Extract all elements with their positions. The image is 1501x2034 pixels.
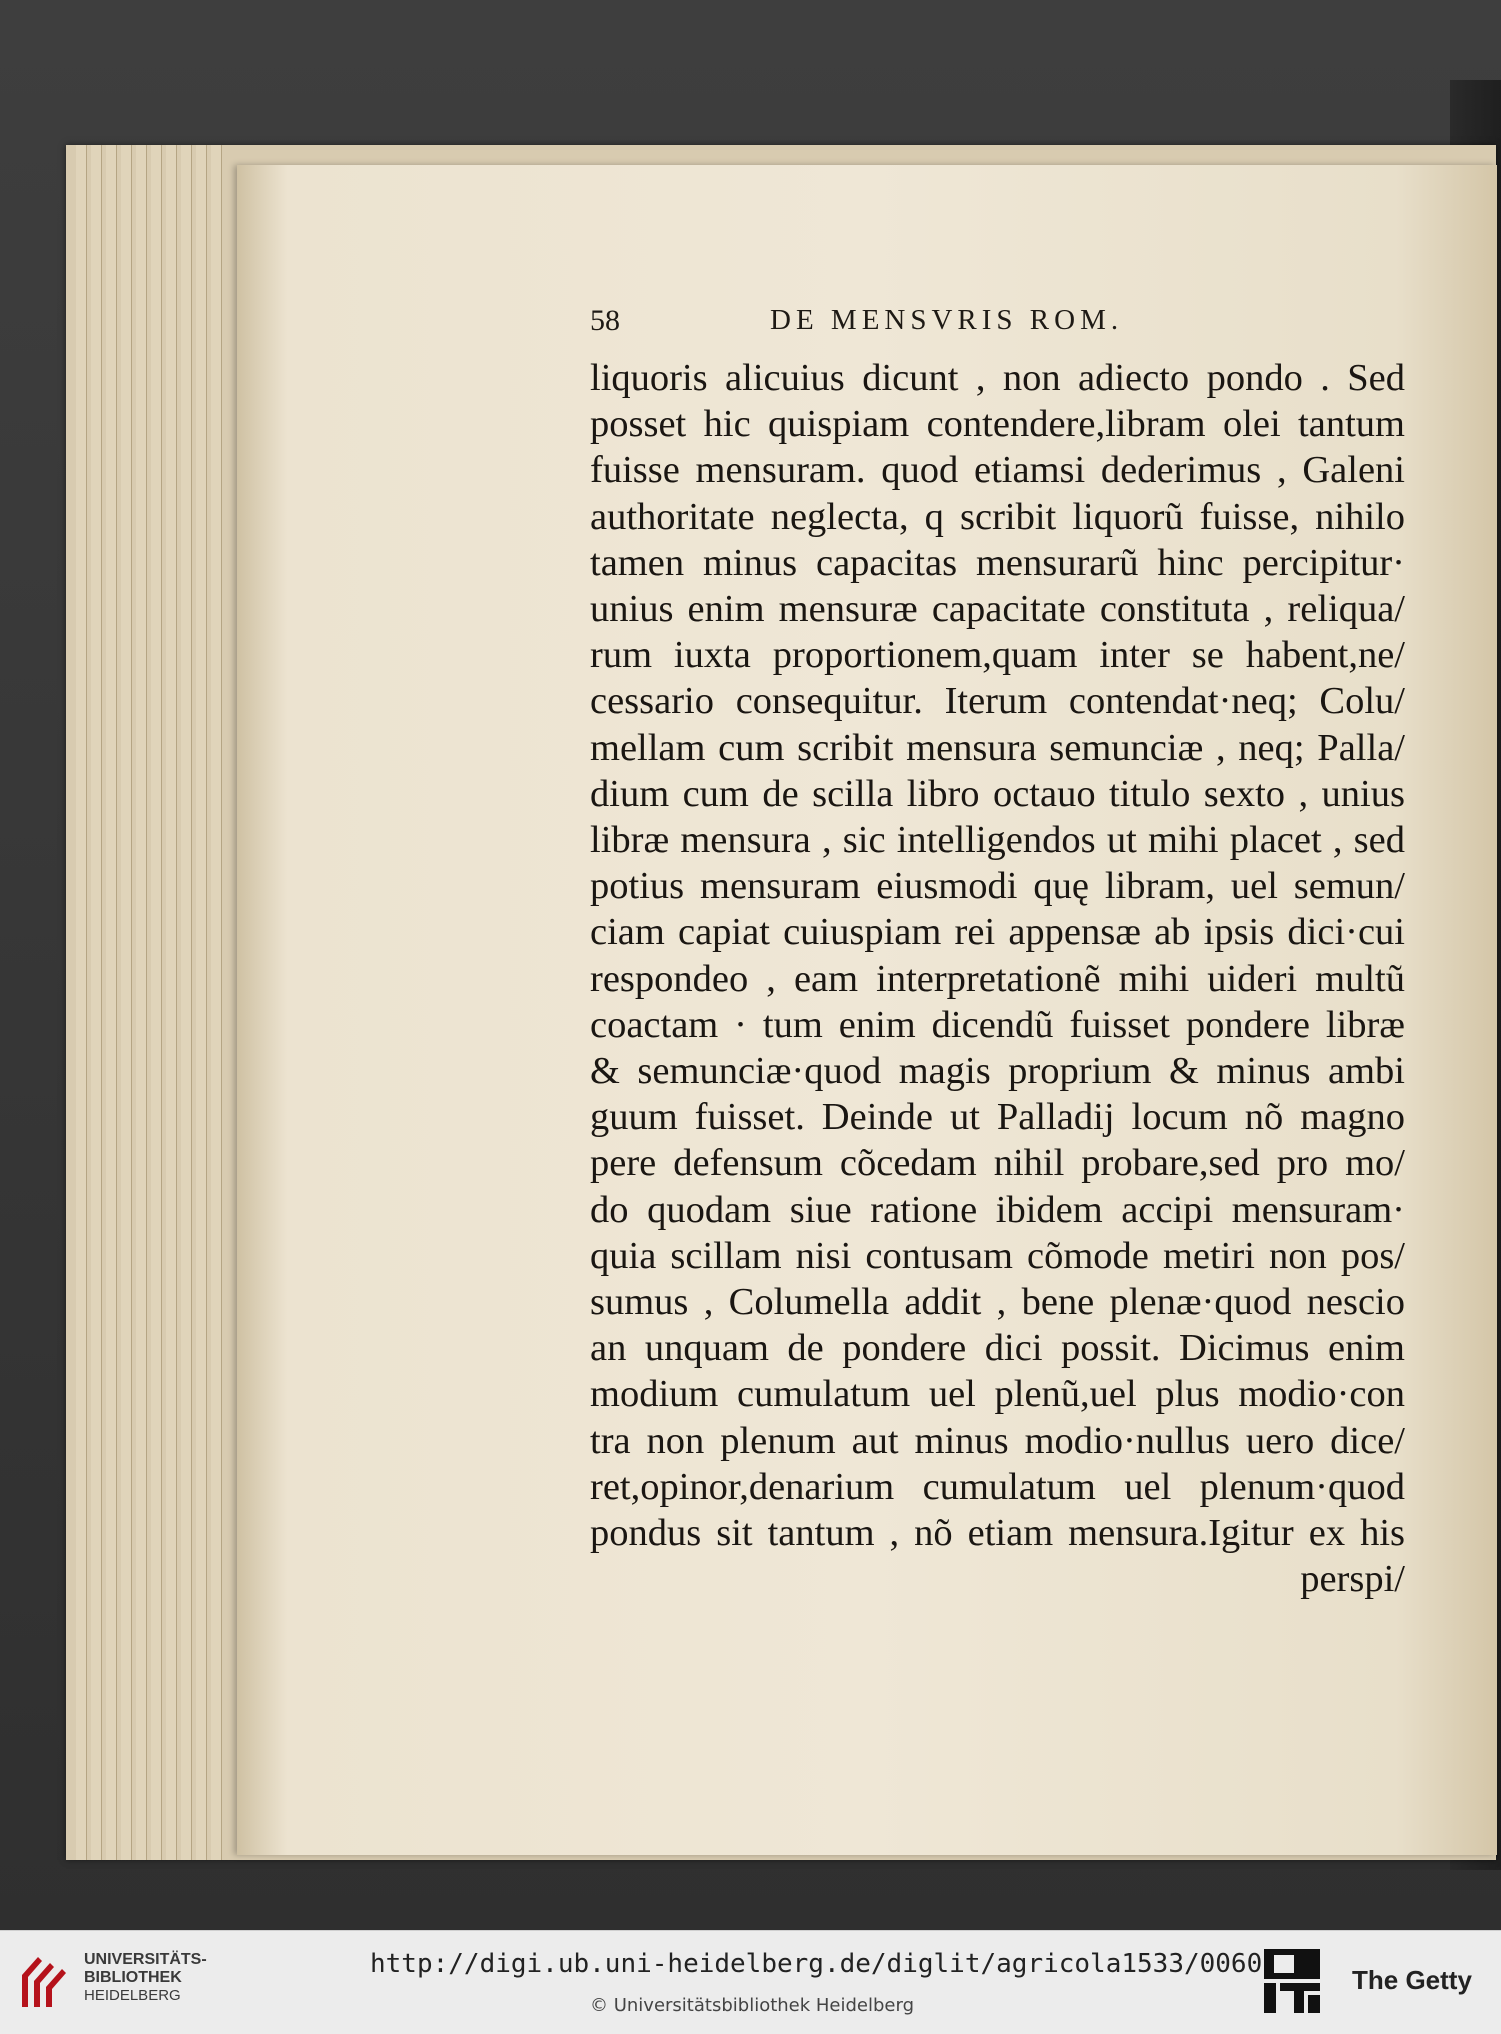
text-line: mellam cum scribit mensura semunciæ , neq; Palla/: [590, 726, 1405, 769]
page-edge: [196, 145, 207, 1860]
ub-heidelberg-logo-icon[interactable]: [14, 1945, 74, 2015]
text-line: ret,opinor,denarium cumulatum uel plenum·quod: [590, 1465, 1405, 1508]
text-line: do quodam siue ratione ibidem accipi mensuram·: [590, 1188, 1405, 1231]
library-name-line: UNIVERSITÄTS-: [84, 1951, 207, 1968]
text-line: respondeo , eam interpretationẽ mihi uideri multũ: [590, 957, 1405, 1000]
text-line: ciam capiat cuiuspiam rei appensæ ab ipsis dici·cui: [590, 911, 1405, 954]
text-line: potius mensuram eiusmodi quę libram, uel semun/: [590, 865, 1405, 908]
page-edge: [136, 145, 147, 1860]
page-number: 58: [590, 304, 620, 337]
text-line: tamen minus capacitas mensurarũ hinc percipitur·: [590, 541, 1405, 584]
text-line: quia scillam nisi contusam cõmode metiri non pos/: [590, 1234, 1405, 1277]
getty-logo-icon[interactable]: [1262, 1947, 1322, 2017]
page-edge: [91, 145, 102, 1860]
running-head: [590, 304, 1410, 344]
page-edge: [151, 145, 162, 1860]
library-name-line: BIBLIOTHEK: [84, 1969, 182, 1986]
text-line: rum iuxta proportionem,quam inter se habent,ne/: [590, 634, 1405, 677]
text-line: cessario consequitur. Iterum contendat·neq; Colu/: [590, 680, 1405, 723]
page-edge: [106, 145, 117, 1860]
page-edge: [76, 145, 87, 1860]
library-name: [84, 1951, 207, 2005]
text-line: & semunciæ·quod magis proprium & minus ambi: [590, 1050, 1405, 1093]
text-line: posset hic quispiam contendere,libram olei tantum: [590, 403, 1405, 446]
text-line: sumus , Columella addit , bene plenæ·quod nescio: [590, 1281, 1405, 1324]
partner-name: The Getty: [1352, 1965, 1472, 1995]
page-edge: [121, 145, 132, 1860]
text-line: authoritate neglecta, q scribit liquorũ fuisse, nihilo: [590, 495, 1405, 538]
page-text: [590, 355, 1405, 1602]
text-line: pere defensum cõcedam nihil probare,sed pro mo/: [590, 1142, 1405, 1185]
running-head-title: DE MENSVRIS ROM.: [770, 304, 1124, 336]
page-edge: [181, 145, 192, 1860]
text-line: libræ mensura , sic intelligendos ut mihi placet , sed: [590, 819, 1405, 862]
text-line: coactam · tum enim dicendũ fuisset pondere libræ: [590, 1003, 1405, 1046]
text-line: dium cum de scilla libro octauo titulo sexto , unius: [590, 772, 1405, 815]
text-line: modium cumulatum uel plenũ,uel plus modio·con: [590, 1373, 1405, 1416]
permalink-url[interactable]: http://digi.ub.uni-heidelberg.de/diglit/agricola1533/0060: [370, 1949, 1263, 1979]
text-line: tra non plenum aut minus modio·nullus uero dice/: [590, 1419, 1405, 1462]
text-line: fuisse mensuram. quod etiamsi dederimus , Galeni: [590, 449, 1405, 492]
page-edge: [166, 145, 177, 1860]
text-line: liquoris alicuius dicunt , non adiecto pondo . Sed: [590, 357, 1405, 399]
library-name-line: HEIDELBERG: [84, 1987, 181, 2004]
page-edge: [211, 145, 222, 1860]
text-line: guum fuisset. Deinde ut Palladij locum nõ magno: [590, 1096, 1405, 1139]
copyright-notice: © Universitätsbibliothek Heidelberg: [590, 1995, 915, 2016]
catchword: perspi/: [1300, 1558, 1405, 1601]
viewer-footer: [0, 1930, 1501, 2034]
text-line: an unquam de pondere dici possit. Dicimus enim: [590, 1327, 1405, 1370]
text-line: pondus sit tantum , nõ etiam mensura.Igitur ex his: [590, 1512, 1405, 1555]
text-line: unius enim mensuræ capacitate constituta , reliqua/: [590, 588, 1405, 631]
